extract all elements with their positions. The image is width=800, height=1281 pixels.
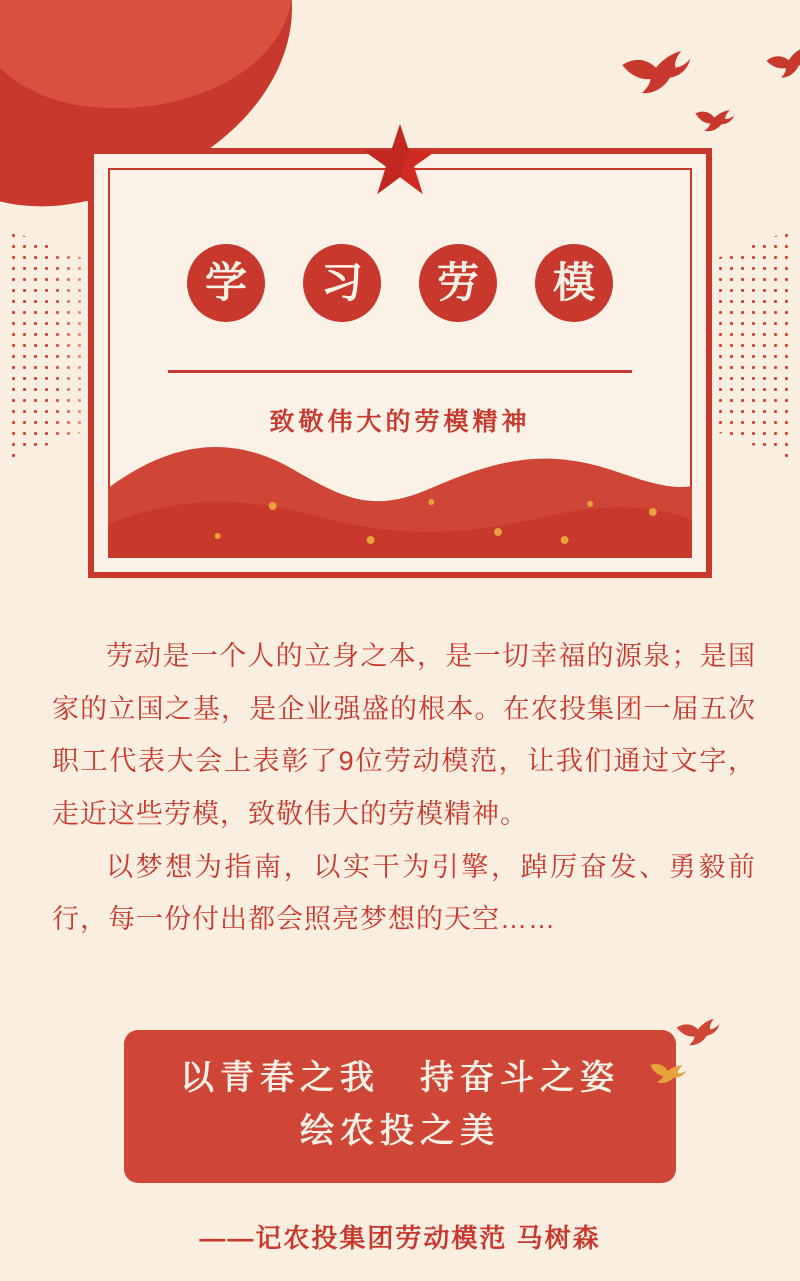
slogan-line-1: 以青春之我 持奋斗之姿 [180,1059,620,1097]
hills-illustration [108,428,692,558]
subtitle: 致敬伟大的劳模精神 [269,408,531,436]
paragraph-2: 以梦想为指南，以实干为引擎，踔厉奋发、勇毅前行，每一份付出都会照亮梦想的天空…… [52,851,756,935]
title-char-3: 劳 [419,244,497,322]
title-char-1: 学 [187,244,265,322]
slogan-line-2: 绘农投之美 [300,1111,500,1150]
dove-icon [676,1014,720,1050]
title-char-2: 习 [303,244,381,322]
dove-icon [764,42,800,85]
body-text [52,630,756,946]
slogan-banner [124,1030,676,1183]
header-card [88,148,712,578]
dove-icon [692,101,736,138]
dove-icon [620,44,692,100]
paragraph-1: 劳动是一个人的立身之本，是一切幸福的源泉；是国家的立国之基，是企业强盛的根本。在农投集团一届五次职工代表大会上表彰了9位劳动模范，让我们通过文字，走近这些劳模，致敬伟大的劳模精神。 [52,641,756,829]
byline: ——记农投集团劳动模范 马树森 [199,1223,601,1253]
title-characters [94,244,706,322]
title-char-4: 模 [535,244,613,322]
title-divider [168,370,632,373]
